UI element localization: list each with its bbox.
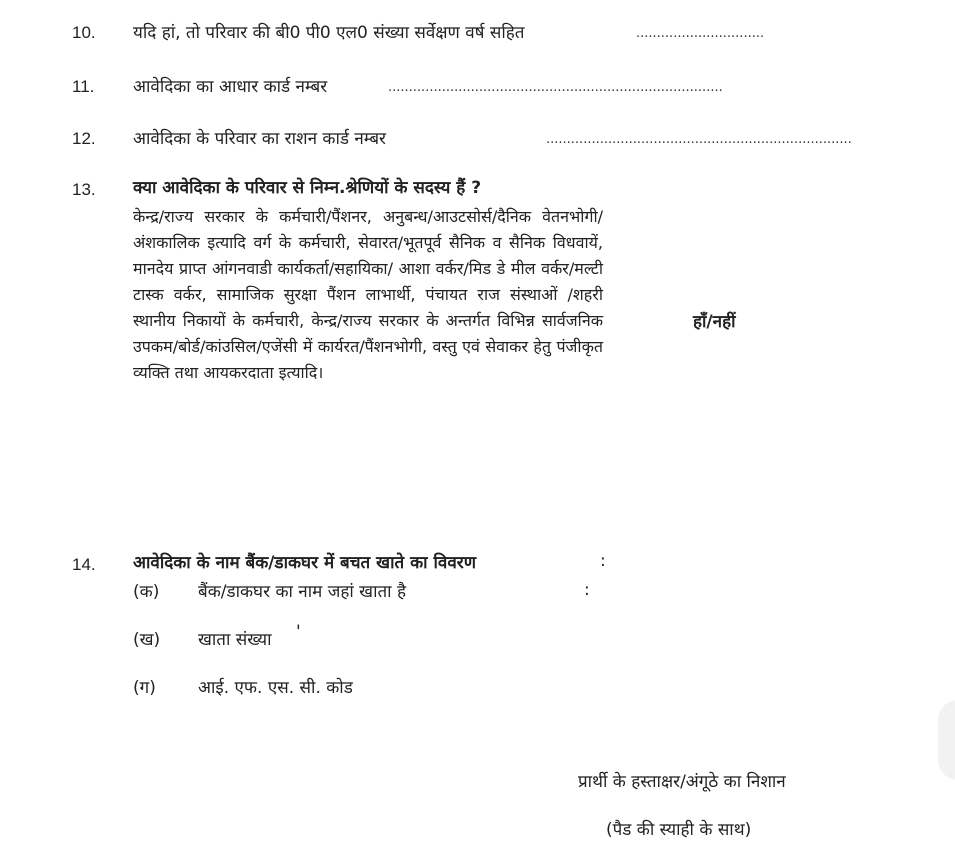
subitem-label: (क) bbox=[133, 582, 160, 602]
fill-in-dots: .......................................................................... bbox=[546, 132, 852, 147]
question-heading: आवेदिका के नाम बैंक/डाकघर में बचत खाते का विवरण bbox=[133, 553, 477, 573]
subitem-colon: ' bbox=[296, 622, 301, 642]
fill-in-dots: ................................................................................. bbox=[388, 80, 723, 95]
item-label: आवेदिका के परिवार का राशन कार्ड नम्बर bbox=[133, 129, 386, 149]
category-description: केन्द्र/राज्य सरकार के कर्मचारी/पैंशनर, अनुबन्ध/आउटसोर्स/दैनिक वेतनभोगी/ अंशकालिक इत्यादि वर्ग के कर्मचारी, सेवारत/भूतपूर्व सैनिक व सैनिक विधवायें, मानदेय प्राप्त आंगनवाडी कार्यकर्ता/सहायिका/ आशा वर्कर/मिड डे मील वर्कर/मल्टी टास्क वर्कर, सामाजिक सुरक्षा पैंशन लाभार्थी, पंचायत राज संस्थाओं /शहरी स्थानीय निकायों के कर्मचारी, केन्द्र/राज्य सरकार के अन्तर्गत विभिन्न सार्वजनिक उपकम/बोर्ड/कांउसिल/एजेंसी में कार्यरत/पैंशनभोगी, वस्तु एवं सेवाकर हेतु पंजीकृत व्यक्ति तथा आयकरदाता इत्यादि। bbox=[133, 207, 603, 382]
ink-pad-note: (पैड की स्याही के साथ) bbox=[606, 820, 752, 840]
subitem-label: (ग) bbox=[133, 678, 156, 698]
item-number: 11. bbox=[72, 77, 95, 96]
question-heading: क्या आवेदिका के परिवार से निम्न.श्रेणियों के सदस्य हैं ? bbox=[133, 178, 482, 198]
signature-label: प्रार्थी के हस्ताक्षर/अंगूठे का निशान bbox=[578, 772, 786, 792]
item-label: यदि हां, तो परिवार की बी0 पी0 एल0 संख्या सर्वेक्षण वर्ष सहित bbox=[133, 23, 525, 43]
scroll-indicator[interactable] bbox=[938, 700, 955, 780]
heading-colon: : bbox=[600, 551, 606, 571]
item-number: 10. bbox=[72, 23, 96, 42]
subitem-colon: : bbox=[584, 580, 590, 600]
fill-in-dots: ............................... bbox=[636, 26, 765, 41]
item-number: 14. bbox=[72, 555, 96, 574]
subitem-label: (ख) bbox=[133, 630, 161, 650]
subitem-text: बैंक/डाकघर का नाम जहां खाता है bbox=[198, 582, 406, 602]
item-label: आवेदिका का आधार कार्ड नम्बर bbox=[133, 77, 328, 97]
item-number: 12. bbox=[72, 129, 96, 148]
subitem-text: खाता संख्या bbox=[198, 630, 272, 650]
yes-no-answer: हाँ/नहीं bbox=[693, 312, 736, 332]
subitem-text: आई. एफ. एस. सी. कोड bbox=[198, 678, 353, 698]
item-number: 13. bbox=[72, 180, 96, 199]
